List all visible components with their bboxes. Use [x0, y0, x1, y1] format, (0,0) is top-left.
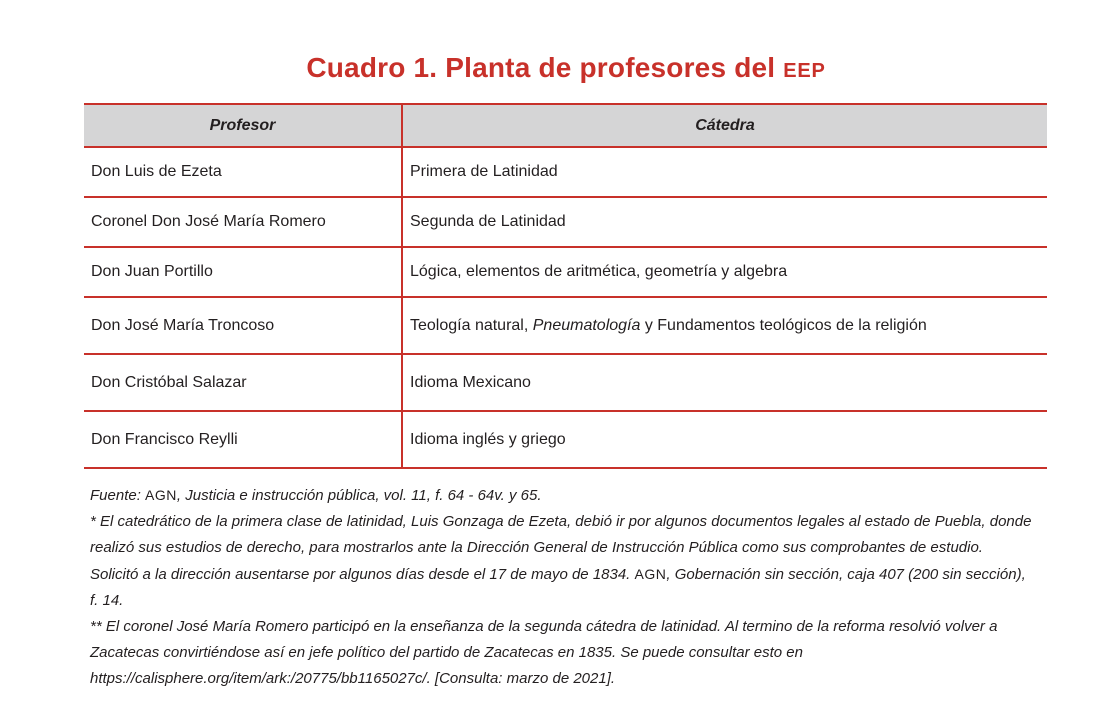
cell-profesor: Don Francisco Reylli	[84, 411, 402, 468]
cell-catedra: Idioma inglés y griego	[402, 411, 1047, 468]
table-header-row	[84, 104, 1047, 147]
table-title	[0, 52, 1100, 84]
catedra-text: y Fundamentos teológicos de la religión	[640, 316, 927, 334]
catedra-italic-text: Pneumatología	[532, 316, 641, 334]
footnotes	[90, 482, 1035, 692]
title-text: Cuadro 1. Planta de profesores del	[306, 52, 776, 83]
agn-abbreviation: AGN	[634, 566, 667, 582]
cell-catedra: Segunda de Latinidad	[402, 197, 1047, 247]
table-row	[84, 411, 1047, 468]
cell-profesor: Don Luis de Ezeta	[84, 147, 402, 197]
cell-catedra: Lógica, elementos de aritmética, geometría y algebra	[402, 247, 1047, 297]
cell-profesor: Don Juan Portillo	[84, 247, 402, 297]
source-prefix: Fuente:	[90, 487, 146, 504]
catedra-text: Teología natural,	[410, 316, 533, 334]
table-row	[84, 147, 1047, 197]
table-row	[84, 297, 1047, 354]
cell-catedra	[402, 297, 1047, 354]
table-row	[84, 197, 1047, 247]
source-text: , Justicia e instrucción pública, vol. 11, f. 64 - 64v. y 65.	[176, 487, 542, 504]
header-catedra: Cátedra	[402, 104, 1047, 147]
title-abbreviation: EEP	[783, 60, 826, 82]
footnote-2: ** El coronel José María Romero participó en la enseñanza de la segunda cátedra de latinidad. Al termino de la reforma resolvió volver a Zacatecas convirtiéndose así en jefe político del partido de Zacatecas en 1835. Se puede consultar esto en https://calisphere.org/item/ark:/20775/bb1165027c/. [Consulta: marzo de 2021].	[90, 618, 998, 687]
cell-catedra: Primera de Latinidad	[402, 147, 1047, 197]
cell-profesor: Don Cristóbal Salazar	[84, 354, 402, 411]
footnote-1-text-end: , Gobernación sin sección, caja 407 (200 sin sección), f. 14.	[90, 566, 1026, 609]
professors-table	[84, 103, 1047, 469]
cell-profesor: Coronel Don José María Romero	[84, 197, 402, 247]
cell-profesor: Don José María Troncoso	[84, 297, 402, 354]
table-row	[84, 354, 1047, 411]
header-profesor: Profesor	[84, 104, 402, 147]
cell-catedra: Idioma Mexicano	[402, 354, 1047, 411]
source-note	[90, 482, 1035, 509]
table-row	[84, 247, 1047, 297]
footnote-1-text: * El catedrático de la primera clase de latinidad, Luis Gonzaga de Ezeta, debió ir por algunos documentos legales al estado de Puebla, donde realizó sus estudios de derecho, para mostrarlos ante la Dirección General de Instrucción Pública como sus comprobantes de estudio. Solicitó a la dirección ausentarse por algunos días desde el 17 de mayo de 1834.	[90, 513, 1032, 583]
footnote-1	[90, 509, 1035, 614]
agn-abbreviation: AGN	[145, 487, 177, 503]
